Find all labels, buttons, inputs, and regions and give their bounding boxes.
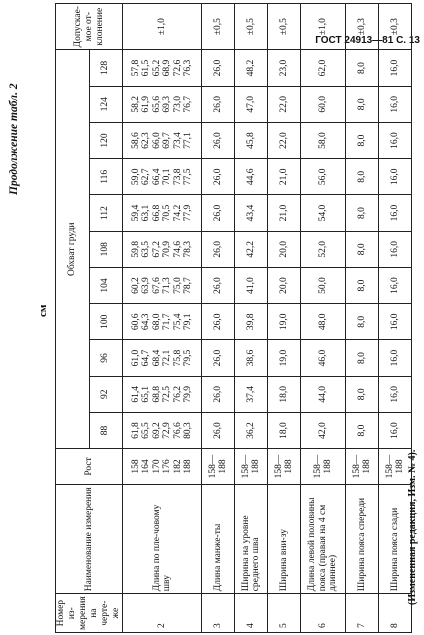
cell-value: 58,2 — [130, 95, 141, 113]
cell-value: 76,7 — [183, 95, 193, 113]
cell-value: 80,3 — [183, 422, 193, 439]
cell-value: 77,1 — [183, 132, 193, 149]
value-cell — [202, 231, 235, 267]
value-cell — [123, 50, 202, 86]
cell-value: 79,9 — [183, 385, 193, 403]
cell-value: 58,0 — [317, 132, 328, 149]
value-cell — [235, 340, 268, 376]
header-num: Номер из-мерения на черте-же — [56, 594, 123, 633]
cell-value: 69,2 — [151, 422, 162, 439]
row-rost — [123, 449, 202, 485]
cell-value: 20,0 — [278, 240, 289, 258]
chest-size-header: 96 — [89, 340, 123, 376]
cell-value: 72,9 — [162, 422, 172, 439]
cell-value: 61,8 — [130, 422, 141, 439]
value-cell — [379, 231, 412, 267]
cell-value: 73,8 — [172, 168, 183, 186]
value-cell — [301, 412, 346, 448]
cell-value: 65,2 — [151, 59, 162, 77]
row-name: Длина левой половины пояса (правая на 4 см длиннее) — [301, 484, 346, 594]
header-name: Наименование измерения — [56, 484, 123, 594]
value-cell — [268, 267, 301, 303]
value-cell — [346, 122, 379, 158]
cell-value: 39,8 — [245, 313, 256, 331]
value-cell — [301, 376, 346, 412]
cell-value: 44,0 — [317, 385, 328, 403]
cell-value: 74,2 — [172, 204, 183, 222]
cell-value: 26,0 — [212, 168, 223, 186]
cell-value: 60,2 — [130, 277, 141, 294]
chest-size-header: 92 — [89, 376, 123, 412]
cell-value: 67,6 — [151, 277, 162, 294]
rost-value: 158—188 — [207, 454, 228, 479]
cell-value: 16,0 — [389, 349, 400, 367]
cell-value: 61,5 — [141, 59, 151, 77]
cell-value: 26,0 — [212, 385, 223, 403]
cell-value: 45,8 — [245, 132, 256, 149]
cell-value: 65,6 — [151, 95, 162, 113]
rost-value: 182 — [172, 459, 183, 474]
cell-value: 72,5 — [162, 385, 172, 403]
row-name: Ширина пояса спереди — [346, 484, 379, 594]
table-row — [268, 4, 301, 633]
cell-value: 22,0 — [278, 95, 289, 113]
cell-value: 38,6 — [245, 349, 256, 367]
row-number: 8 — [379, 594, 412, 633]
value-cell — [123, 267, 202, 303]
cell-value: 26,0 — [212, 349, 223, 367]
table-row — [346, 4, 379, 633]
value-cell — [379, 304, 412, 340]
value-cell — [379, 50, 412, 86]
value-cell — [123, 86, 202, 122]
cell-value: 68,9 — [162, 59, 172, 77]
row-rost — [301, 449, 346, 485]
cell-value: 71,3 — [162, 277, 172, 294]
cell-value: 48,2 — [245, 59, 256, 77]
row-tolerance: ±0,3 — [346, 4, 379, 50]
value-cell — [235, 267, 268, 303]
value-cell — [202, 412, 235, 448]
cell-value: 21,0 — [278, 168, 289, 186]
cell-value: 68,0 — [151, 313, 162, 331]
value-cell — [235, 376, 268, 412]
value-cell — [235, 304, 268, 340]
cell-value: 78,7 — [183, 277, 193, 294]
value-cell — [235, 231, 268, 267]
row-rost — [202, 449, 235, 485]
rost-value: 170 — [151, 459, 162, 474]
value-cell — [123, 231, 202, 267]
cell-value: 62,3 — [141, 132, 151, 149]
cell-value: 8,0 — [356, 352, 367, 364]
cell-value: 60,6 — [130, 313, 141, 331]
value-cell — [346, 340, 379, 376]
cell-value: 66,0 — [151, 132, 162, 149]
rotated-content — [2, 3, 424, 635]
value-cell — [268, 159, 301, 195]
rost-value: 164 — [141, 459, 151, 474]
cell-value: 26,0 — [212, 422, 223, 439]
cell-value: 8,0 — [356, 388, 367, 401]
value-cell — [301, 50, 346, 86]
cell-value: 16,0 — [389, 59, 400, 77]
cell-value: 69,7 — [162, 132, 172, 149]
value-cell — [202, 376, 235, 412]
cell-value: 8,0 — [356, 243, 367, 256]
cell-value: 42,0 — [317, 422, 328, 439]
row-tolerance: ±0,5 — [235, 4, 268, 50]
row-tolerance: ±1,0 — [301, 4, 346, 50]
caption: (Измененная редакция, Изм. № 4). — [407, 449, 418, 605]
value-cell — [268, 122, 301, 158]
cell-value: 26,0 — [212, 95, 223, 113]
rost-value: 158—188 — [240, 454, 261, 479]
cell-value: 8,0 — [356, 424, 367, 437]
value-cell — [301, 267, 346, 303]
cell-value: 18,0 — [278, 422, 289, 439]
cell-value: 65,5 — [141, 422, 151, 439]
value-cell — [235, 195, 268, 231]
cell-value: 47,0 — [245, 95, 256, 113]
value-cell — [346, 376, 379, 412]
rost-value: 158 — [130, 459, 141, 474]
cell-value: 26,0 — [212, 132, 223, 149]
cell-value: 63,9 — [141, 277, 151, 294]
value-cell — [202, 267, 235, 303]
cell-value: 16,0 — [389, 204, 400, 222]
cell-value: 68,8 — [151, 385, 162, 403]
row-tolerance: ±0,5 — [202, 4, 235, 50]
cell-value: 46,0 — [317, 349, 328, 367]
table-row — [202, 4, 235, 633]
row-rost — [235, 449, 268, 485]
page-header: ГОСТ 24913—81 С. 13 — [315, 35, 420, 46]
chest-size-header: 88 — [89, 412, 123, 448]
cell-value: 16,0 — [389, 313, 400, 331]
value-cell — [268, 304, 301, 340]
cell-value: 37,4 — [245, 385, 256, 403]
row-number: 4 — [235, 594, 268, 633]
row-name: Ширина пояса сзади — [379, 484, 412, 594]
row-tolerance: ±1,0 — [123, 4, 202, 50]
cell-value: 58,6 — [130, 132, 141, 149]
cell-value: 76,6 — [172, 422, 183, 439]
cell-value: 16,0 — [389, 240, 400, 258]
cell-value: 65,1 — [141, 385, 151, 403]
value-cell — [123, 122, 202, 158]
cell-value: 36,2 — [245, 422, 256, 439]
chest-size-header: 100 — [89, 304, 123, 340]
cell-value: 26,0 — [212, 277, 223, 294]
cell-value: 19,0 — [278, 349, 289, 367]
cell-value: 62,0 — [317, 59, 328, 77]
rost-value: 176 — [162, 459, 172, 474]
value-cell — [235, 86, 268, 122]
cell-value: 16,0 — [389, 277, 400, 294]
chest-size-header: 124 — [89, 86, 123, 122]
cell-value: 59,8 — [130, 240, 141, 258]
value-cell — [301, 340, 346, 376]
cell-value: 52,0 — [317, 240, 328, 258]
row-number: 2 — [123, 594, 202, 633]
value-cell — [346, 231, 379, 267]
cell-value: 67,2 — [151, 240, 162, 258]
cell-value: 16,0 — [389, 422, 400, 439]
cell-value: 77,9 — [183, 204, 193, 222]
cell-value: 8,0 — [356, 207, 367, 219]
cell-value: 42,2 — [245, 240, 256, 258]
cell-value: 64,3 — [141, 313, 151, 331]
cell-value: 69,3 — [162, 95, 172, 113]
value-cell — [346, 412, 379, 448]
cell-value: 66,4 — [151, 168, 162, 186]
value-cell — [379, 86, 412, 122]
cell-value: 16,0 — [389, 385, 400, 403]
cell-value: 61,4 — [130, 385, 141, 403]
cell-value: 78,3 — [183, 240, 193, 258]
value-cell — [268, 231, 301, 267]
rost-value: 158—188 — [384, 454, 405, 479]
cell-value: 26,0 — [212, 59, 223, 77]
rost-value: 158—188 — [351, 454, 372, 479]
row-name: Ширина вни-зу — [268, 484, 301, 594]
value-cell — [346, 159, 379, 195]
cell-value: 68,4 — [151, 349, 162, 367]
value-cell — [235, 412, 268, 448]
cell-value: 60,0 — [317, 95, 328, 113]
cell-value: 41,0 — [245, 277, 256, 294]
value-cell — [123, 340, 202, 376]
row-rost — [268, 449, 301, 485]
value-cell — [235, 122, 268, 158]
row-tolerance: ±0,3 — [379, 4, 412, 50]
measurement-table — [55, 3, 412, 633]
cell-value: 59,0 — [130, 168, 141, 186]
value-cell — [123, 304, 202, 340]
value-cell — [268, 195, 301, 231]
value-cell — [346, 195, 379, 231]
value-cell — [202, 122, 235, 158]
value-cell — [346, 267, 379, 303]
rost-value: 158—188 — [273, 454, 294, 479]
value-cell — [268, 340, 301, 376]
cell-value: 59,4 — [130, 204, 141, 222]
table-row — [123, 4, 202, 633]
cell-value: 71,7 — [162, 313, 172, 331]
value-cell — [301, 159, 346, 195]
value-cell — [346, 304, 379, 340]
cell-value: 61,0 — [130, 349, 141, 367]
value-cell — [202, 195, 235, 231]
row-number: 5 — [268, 594, 301, 633]
value-cell — [268, 50, 301, 86]
table-row — [301, 4, 346, 633]
row-number: 7 — [346, 594, 379, 633]
value-cell — [301, 231, 346, 267]
cell-value: 16,0 — [389, 132, 400, 149]
cell-value: 8,0 — [356, 98, 367, 111]
cell-value: 43,4 — [245, 204, 256, 222]
value-cell — [379, 267, 412, 303]
cell-value: 26,0 — [212, 313, 223, 331]
row-tolerance: ±0,5 — [268, 4, 301, 50]
value-cell — [379, 159, 412, 195]
cell-value: 70,9 — [162, 240, 172, 258]
value-cell — [268, 376, 301, 412]
value-cell — [202, 50, 235, 86]
value-cell — [202, 86, 235, 122]
cell-value: 76,2 — [172, 385, 183, 403]
cell-value: 79,1 — [183, 313, 193, 331]
chest-size-header: 104 — [89, 267, 123, 303]
cell-value: 63,1 — [141, 204, 151, 222]
cell-value: 16,0 — [389, 168, 400, 186]
value-cell — [346, 50, 379, 86]
cell-value: 62,7 — [141, 168, 151, 186]
cell-value: 75,8 — [172, 349, 183, 367]
value-cell — [235, 50, 268, 86]
value-cell — [379, 122, 412, 158]
cell-value: 74,6 — [172, 240, 183, 258]
cell-value: 44,6 — [245, 168, 256, 186]
value-cell — [346, 86, 379, 122]
value-cell — [123, 376, 202, 412]
cell-value: 77,5 — [183, 168, 193, 186]
cell-value: 21,0 — [278, 204, 289, 222]
value-cell — [202, 304, 235, 340]
value-cell — [301, 304, 346, 340]
cell-value: 56,0 — [317, 168, 328, 186]
value-cell — [301, 195, 346, 231]
value-cell — [202, 340, 235, 376]
row-number: 6 — [301, 594, 346, 633]
cell-value: 64,7 — [141, 349, 151, 367]
value-cell — [301, 86, 346, 122]
rost-value: 188 — [183, 459, 193, 474]
cell-value: 73,0 — [172, 95, 183, 113]
row-name: Ширина на уровне среднего шва — [235, 484, 268, 594]
header-tolerance: Допускае-мое от-клонение — [56, 4, 123, 50]
cell-value: 8,0 — [356, 134, 367, 147]
cell-value: 16,0 — [389, 95, 400, 113]
value-cell — [123, 412, 202, 448]
unit-label: см — [37, 304, 49, 317]
value-cell — [301, 122, 346, 158]
value-cell — [123, 159, 202, 195]
cell-value: 8,0 — [356, 315, 367, 328]
value-cell — [379, 340, 412, 376]
value-cell — [268, 86, 301, 122]
value-cell — [379, 376, 412, 412]
value-cell — [379, 412, 412, 448]
cell-value: 72,6 — [172, 59, 183, 77]
cell-value: 8,0 — [356, 170, 367, 183]
cell-value: 50,0 — [317, 277, 328, 294]
cell-value: 20,0 — [278, 277, 289, 294]
value-cell — [123, 195, 202, 231]
cell-value: 79,5 — [183, 349, 193, 367]
rost-value: 158—188 — [312, 454, 333, 479]
value-cell — [268, 412, 301, 448]
cell-value: 26,0 — [212, 240, 223, 258]
cell-value: 75,0 — [172, 277, 183, 294]
cell-value: 8,0 — [356, 279, 367, 292]
cell-value: 70,5 — [162, 204, 172, 222]
chest-size-header: 108 — [89, 231, 123, 267]
cell-value: 54,0 — [317, 204, 328, 222]
value-cell — [202, 159, 235, 195]
cell-value: 19,0 — [278, 313, 289, 331]
cell-value: 63,5 — [141, 240, 151, 258]
row-rost — [346, 449, 379, 485]
cell-value: 73,4 — [172, 132, 183, 149]
header-chest-group: Обхват груди — [56, 50, 90, 449]
row-name: Длина манже-ты — [202, 484, 235, 594]
table-body — [123, 4, 412, 633]
continued-label: Продолжение табл. 2 — [8, 83, 20, 195]
row-name: Длина по пле-човому шву — [123, 484, 202, 594]
cell-value: 22,0 — [278, 132, 289, 149]
cell-value: 66,8 — [151, 204, 162, 222]
cell-value: 61,9 — [141, 95, 151, 113]
cell-value: 8,0 — [356, 62, 367, 74]
chest-size-header: 116 — [89, 159, 123, 195]
chest-size-header: 112 — [89, 195, 123, 231]
cell-value: 72,1 — [162, 349, 172, 367]
cell-value: 70,1 — [162, 168, 172, 186]
cell-value: 23,0 — [278, 59, 289, 77]
header-rost: Рост — [56, 449, 123, 485]
chest-size-header: 128 — [89, 50, 123, 86]
row-number: 3 — [202, 594, 235, 633]
cell-value: 48,0 — [317, 313, 328, 331]
cell-value: 26,0 — [212, 204, 223, 222]
table-row — [235, 4, 268, 633]
value-cell — [379, 195, 412, 231]
chest-size-header: 120 — [89, 122, 123, 158]
cell-value: 75,4 — [172, 313, 183, 331]
value-cell — [235, 159, 268, 195]
cell-value: 18,0 — [278, 385, 289, 403]
cell-value: 57,8 — [130, 59, 141, 77]
cell-value: 76,3 — [183, 59, 193, 77]
